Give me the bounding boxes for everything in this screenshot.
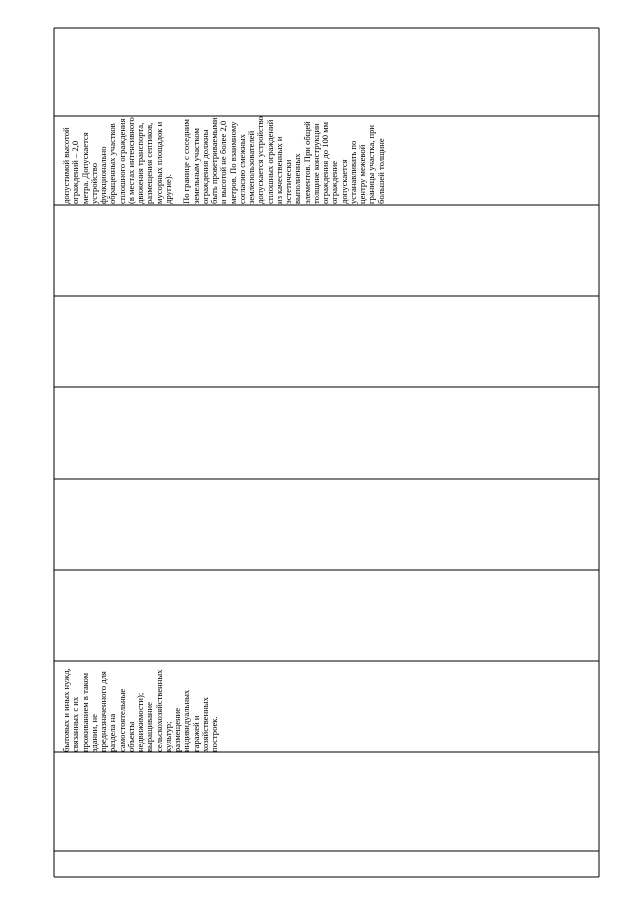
fence-requirements-text: допустимой высотой ограждений – 2,0 метра. Допускается устройство функционально обращенных участков сплошного ограждения (в местах интенсивного движения транспорта, размещения септиков, мусорных площадок и другие). По границе с соседним земельным участком ограждения должны быть проветриваемыми и высотой не более 2,0 метров. По взаимному согласию смежных землепользователей допускается устройство сплошных ограждений из качественных и эстетически выполненных элементов. При общей толщине конструкции ограждения до 100 мм ограждение допускается устанавливать по центру межевой границы участка, при большей толщине	[61, 116, 386, 204]
land-use-text: бытовых и иных нужд, связанных с их проживанием в таком здании, не предназначенного для раздела на самостоятельные объекты недвижимости); выращивание сельскохозяйственных культур; размещение индивидуальных гаражей и хозяйственных построек.	[61, 668, 219, 752]
